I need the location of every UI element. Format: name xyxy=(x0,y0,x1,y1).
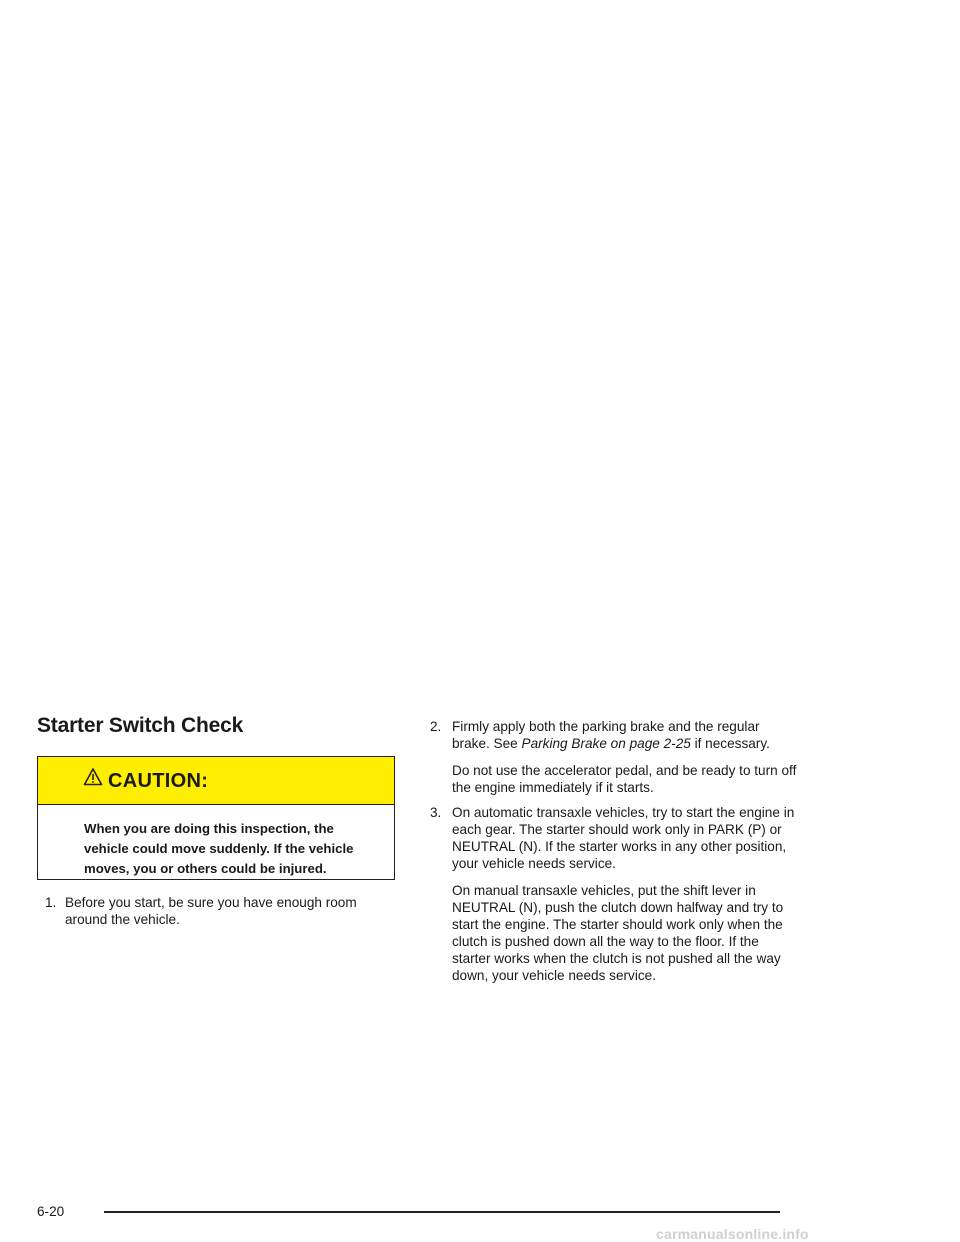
step-number: 2. xyxy=(430,719,442,734)
watermark: carmanualsonline.info xyxy=(656,1226,809,1242)
caution-label: CAUTION: xyxy=(108,770,209,792)
step-text xyxy=(452,718,800,752)
footer-divider xyxy=(104,1211,780,1213)
right-column xyxy=(430,718,800,992)
caution-text: When you are doing this inspection, the vehicle could move suddenly. If the vehicle moves, you or others could be injured. xyxy=(84,821,354,876)
left-column xyxy=(37,894,397,936)
section-title: Starter Switch Check xyxy=(37,714,244,737)
step-item xyxy=(430,804,800,984)
step-text: Before you start, be sure you have enough room around the vehicle. xyxy=(65,895,357,927)
step-text-end: if necessary. xyxy=(694,736,770,751)
step-note: On manual transaxle vehicles, put the shift lever in NEUTRAL (N), push the clutch down halfway and try to start the engine. The starter should work only when the clutch is pushed down all the way to the floor. If the starter works when the clutch is not pushed all the way down, your vehicle needs service. xyxy=(452,883,784,983)
caution-box xyxy=(37,756,395,880)
page-number: 6-20 xyxy=(37,1204,65,1219)
step-text-start: Firmly apply both the parking brake and the regular brake. See xyxy=(452,719,760,751)
caution-header xyxy=(38,757,394,805)
warning-triangle-icon xyxy=(83,767,103,787)
step-item xyxy=(430,718,800,796)
step-note: Do not use the accelerator pedal, and be ready to turn off the engine immediately if it starts. xyxy=(452,763,797,795)
cross-reference-link[interactable]: Parking Brake on page 2-25 xyxy=(521,736,691,751)
step-number: 3. xyxy=(430,805,442,820)
step-item xyxy=(37,894,397,928)
step-number: 1. xyxy=(45,895,57,910)
step-text: On automatic transaxle vehicles, try to start the engine in each gear. The starter should work only in PARK (P) or NEUTRAL (N). If the starter works in any other position, your vehicle needs service. xyxy=(452,805,795,871)
